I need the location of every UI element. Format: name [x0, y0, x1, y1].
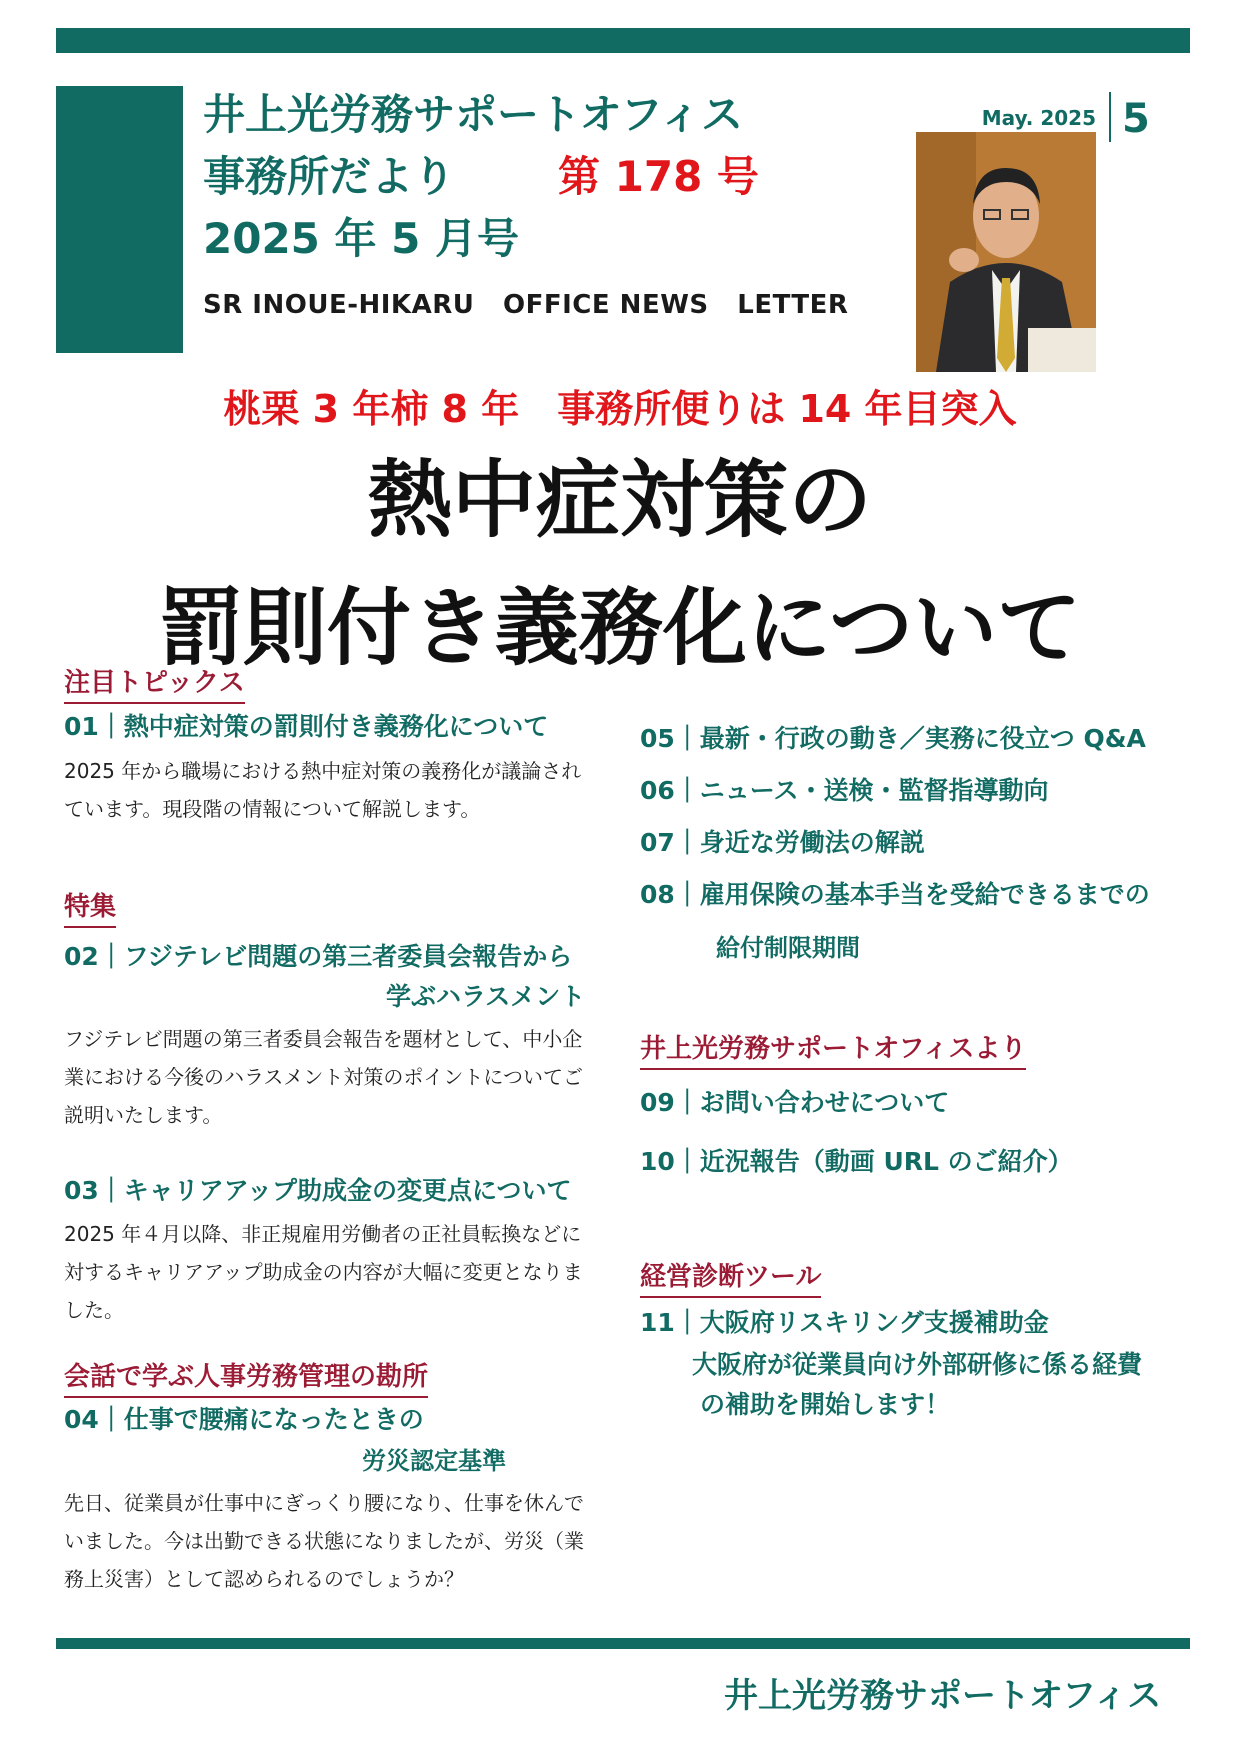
main-title-line2: 罰則付き義務化について — [158, 579, 1082, 677]
main-title-line1: 熱中症対策の — [367, 451, 872, 549]
item-02-title: 02｜フジテレビ問題の第三者委員会報告から — [64, 942, 573, 971]
conversation-heading: 会話で学ぶ人事労務管理の勘所 — [64, 1362, 428, 1398]
footer-office-name: 井上光労務サポートオフィス — [724, 1676, 1162, 1716]
feature-heading: 特集 — [64, 892, 116, 928]
item-10-title: 10｜近況報告（動画 URL のご紹介） — [640, 1147, 1073, 1176]
item-08-title-continued: 給付制限期間 — [716, 934, 860, 962]
item-02-title-continued: 学ぶハラスメント — [386, 982, 586, 1011]
item-11-subtitle-line1: 大阪府が従業員向け外部研修に係る経費 — [692, 1350, 1143, 1379]
tool-heading: 経営診断ツール — [640, 1262, 821, 1298]
issue-date-heading: 2025 年 5 月号 — [203, 214, 519, 263]
item-08-title: 08｜雇用保険の基本手当を受給できるまでの — [640, 880, 1150, 909]
item-03-body: 2025 年４月以降、非正規雇用労働者の正社員転換などに対するキャリアアップ助成金の内容が大幅に変更となりました。 — [64, 1222, 583, 1322]
item-03-title: 03｜キャリアアップ助成金の変更点について — [64, 1176, 572, 1205]
item-07-title: 07｜身近な労働法の解説 — [640, 828, 925, 857]
item-11-title: 11｜大阪府リスキリング支援補助金 — [640, 1308, 1049, 1337]
portrait-illustration — [916, 132, 1096, 372]
item-09-title: 09｜お問い合わせについて — [640, 1088, 950, 1117]
english-subtitle: SR INOUE-HIKARU OFFICE NEWS LETTER — [203, 290, 849, 320]
item-02-body: フジテレビ問題の第三者委員会報告を題材として、中小企業における今後のハラスメント対策のポイントについてご説明いたします。 — [64, 1027, 583, 1127]
item-04-body: 先日、従業員が仕事中にぎっくり腰になり、仕事を休んでいました。今は出勤できる状態になりましたが、労災（業務上災害）として認められるのでしょうか？ — [64, 1491, 584, 1591]
item-11-subtitle-line2: の補助を開始します！ — [700, 1390, 951, 1419]
date-label: May. 2025 — [981, 106, 1096, 130]
office-name-heading: 井上光労務サポートオフィス — [203, 90, 744, 139]
item-06-title: 06｜ニュース・送検・監督指導動向 — [640, 776, 1049, 805]
newsletter-name: 事務所だより — [203, 152, 456, 201]
issue-number: 第 178 号 — [558, 152, 759, 201]
bottom-accent-bar — [56, 1638, 1190, 1649]
item-04-title-continued: 労災認定基準 — [362, 1447, 506, 1475]
month-number: 5 — [1122, 96, 1150, 142]
office-heading: 井上光労務サポートオフィスより — [640, 1034, 1026, 1070]
topics-heading: 注目トピックス — [64, 668, 245, 704]
portrait-photo — [916, 132, 1096, 372]
date-divider — [1109, 92, 1111, 142]
top-accent-bar — [56, 28, 1190, 53]
subheadline: 桃栗 3 年柿 8 年 事務所便りは 14 年目突入 — [223, 387, 1017, 431]
item-04-title: 04｜仕事で腰痛になったときの — [64, 1405, 424, 1434]
header-color-block — [56, 86, 183, 353]
item-05-title: 05｜最新・行政の動き／実務に役立つ Q&A — [640, 724, 1146, 753]
item-01-title: 01｜熱中症対策の罰則付き義務化について — [64, 712, 549, 741]
item-01-body: 2025 年から職場における熱中症対策の義務化が議論されています。現段階の情報について解説します。 — [64, 759, 582, 821]
